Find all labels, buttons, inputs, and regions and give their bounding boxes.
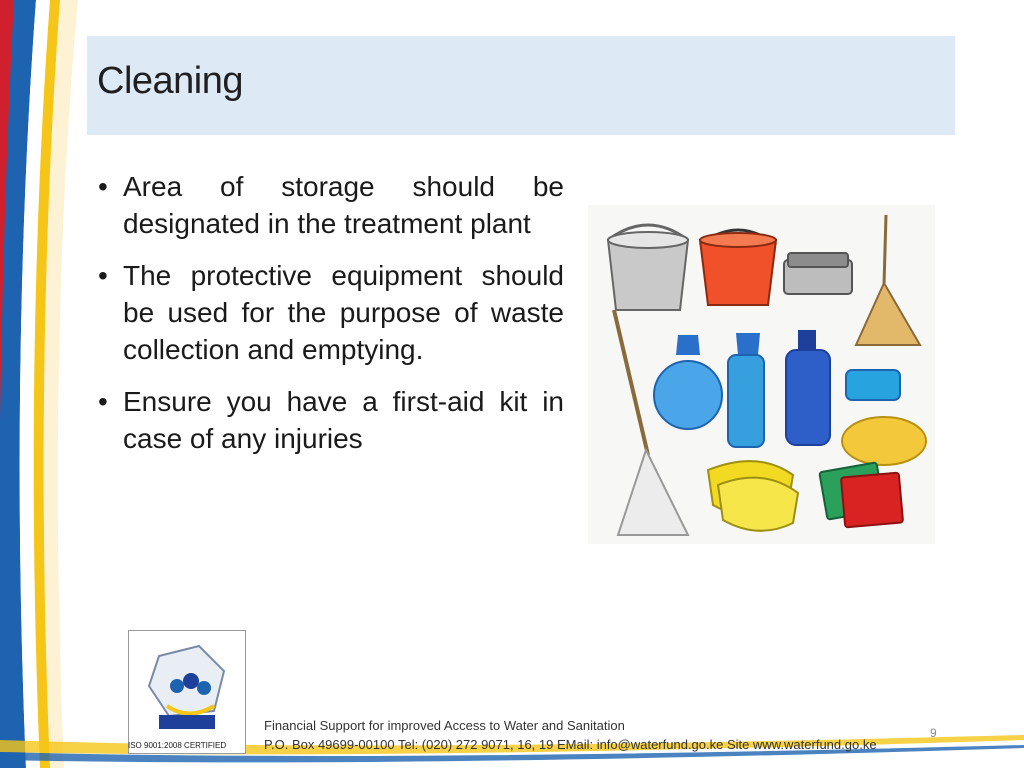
bucket-icon xyxy=(608,225,688,310)
footer-line-1: Financial Support for improved Access to Water and Sanitation xyxy=(264,718,625,733)
bullet-list xyxy=(96,168,564,472)
slide-title: Cleaning xyxy=(97,60,243,102)
bullet-text: The protective equipment should be used for the purpose of waste collection and emptying. xyxy=(123,260,564,365)
bullet-dot-icon: • xyxy=(98,260,108,291)
logo-caption: ISO 9001:2008 CERTIFIED xyxy=(128,741,227,750)
spray-bottle-icon xyxy=(728,333,764,447)
page-number: 9 xyxy=(930,726,937,740)
bullet-item xyxy=(96,383,564,457)
rubber-gloves-icon xyxy=(708,461,798,531)
bullet-text: Area of storage should be designated in the treatment plant xyxy=(123,171,564,239)
bullet-text: Ensure you have a first-aid kit in case of any injuries xyxy=(123,386,564,454)
bullet-item xyxy=(96,257,564,368)
footer xyxy=(264,716,877,754)
spray-bottle-icon xyxy=(654,335,722,429)
orange-bucket-icon xyxy=(700,230,776,305)
sponge-icon xyxy=(846,370,900,400)
detergent-bottle-icon xyxy=(786,330,830,445)
sponge-icon xyxy=(842,417,926,465)
title-bar xyxy=(87,36,955,135)
scrub-brush-icon xyxy=(784,253,852,294)
footer-line-2: P.O. Box 49699-00100 Tel: (020) 272 9071, 16, 19 EMail: info@waterfund.go.ke Site www.waterfund.go.ke xyxy=(264,737,877,752)
bullet-dot-icon: • xyxy=(98,386,108,417)
logo xyxy=(128,630,246,754)
bullet-dot-icon: • xyxy=(98,171,108,202)
bullet-item xyxy=(96,168,564,242)
cleaning-cloth-icon xyxy=(819,462,903,527)
cleaning-supplies-illustration xyxy=(588,205,935,544)
broom-icon xyxy=(856,215,920,345)
